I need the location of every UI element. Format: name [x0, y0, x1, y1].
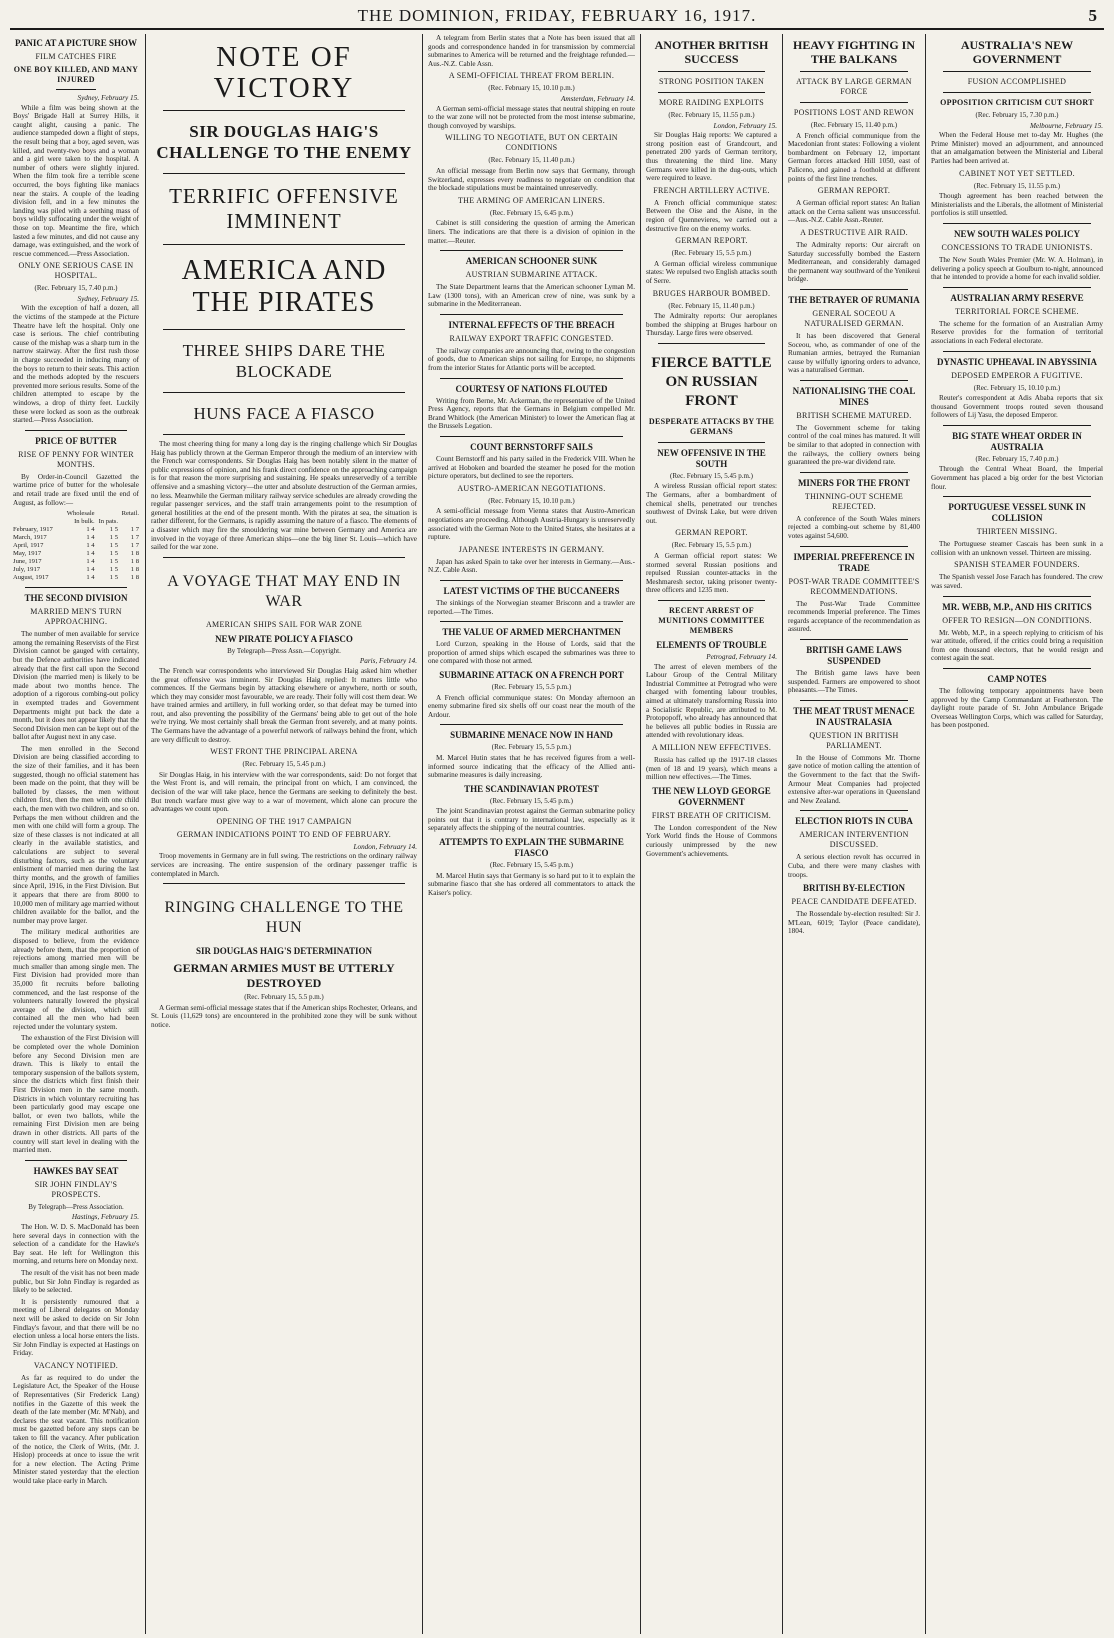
divider: [163, 173, 405, 174]
article-body: A telegram from Berlin states that a Note has been issued that all goods and correspondence handed in for transmission by commercial submarines to America will be returned and the freightage refunded.—Aus.-N.Z. Cable Assn.: [428, 34, 635, 68]
dateline: Hastings, February 15.: [71, 1213, 139, 1222]
divider: [943, 496, 1091, 497]
article-body: By Order-in-Council Gazetted the wartime price of butter for the wholesale and retail trade are fixed until the end of August, as follow:—: [13, 472, 139, 507]
divider: [440, 580, 623, 581]
article-body: The most cheering thing for many a long day is the ringing challenge which Sir Douglas Haig has publicly thrown at the German Emperor through the medium of an interview with the French war correspondents. Sir Douglas Haig has been notably silent in the matter of public expressions of opinion, and his frank direct confidence on the approaching campaign is for that reason the more surprising and sustaining. He speaks unreservedly of a terrible offensive and a smashing victory—the utter and absolute destruction of the German armies, no less. Meanwhile the German military railway service schedules are already crowding the regular passenger services, and the staff train arrangements point to the resumption of general hostilities at the end of the present month. With the pirates at sea, the situation is rather different, for the Germans, is rapidly assuming the nature of a fiasco. The elements of a disaster which may fire the smouldering war mine between Germany and America are involved in the voyage of three American ships—one the big liner St. Louis—which have sailed for the war zone.: [151, 440, 417, 552]
received-line: (Rec. February 15, 5.5 p.m.): [671, 249, 752, 258]
column-5: [783, 34, 925, 1634]
divider: [440, 724, 623, 725]
subhead: JAPANESE INTERESTS IN GERMANY.: [458, 544, 605, 554]
article-body: A semi-official message from Vienna states that Austro-American negotiations are proceeding. Although Austria-Hungary is unreservedly associated with the German Note to the United States, she hesitates at a rupture.: [428, 507, 635, 542]
subhead: AMERICAN INTERVENTION DISCUSSED.: [799, 830, 909, 850]
divider: [440, 250, 623, 251]
article-body: It has been discovered that General Soceou, who, as commander of one of the Rumanian armies, betrayed the Rumanian cause by wilfully ignoring orders to advance, was a naturalised German.: [788, 331, 920, 375]
headline-haig-challenge: SIR DOUGLAS HAIG'S CHALLENGE TO THE ENEMY: [156, 122, 412, 162]
subhead: WILLING TO NEGOTIATE, BUT ON CERTAIN CONDITIONS: [445, 133, 618, 153]
subhead: ONLY ONE SERIOUS CASE IN HOSPITAL.: [18, 261, 134, 281]
received-line: (Rec. February 15, 10.10 p.m.): [488, 496, 575, 505]
column-1: [8, 34, 144, 1634]
table-cell: 1 5: [109, 566, 118, 574]
table-cell: 1 4: [86, 550, 95, 558]
article-body: Mr. Webb, M.P., in a speech replying to criticism of his war attitude, offered, if the critics could bring a requisition from one thousand electors, that he would resign and contest again the seat.: [931, 628, 1103, 663]
headline-menace: SUBMARINE MENACE NOW IN HAND: [450, 730, 613, 741]
received-line: (Rec. February 15, 11.55 p.m.): [668, 111, 755, 119]
subhead: SIR DOUGLAS HAIG'S DETERMINATION: [195, 946, 373, 957]
divider: [800, 380, 908, 381]
received-line: (Rec. February 15, 5.45 p.m.): [669, 471, 753, 480]
subhead: ELEMENTS OF TROUBLE: [656, 640, 767, 650]
divider: [658, 600, 765, 601]
headline-meat-trust: THE MEAT TRUST MENACE IN AUSTRALASIA: [793, 705, 915, 727]
headline-wheat: BIG STATE WHEAT ORDER IN AUSTRALIA: [952, 430, 1082, 452]
headline-internal: INTERNAL EFFECTS OF THE BREACH: [448, 319, 615, 330]
table-cell: 1 5: [109, 542, 118, 550]
article-body: Writing from Berne, Mr. Ackerman, the representative of the United Press Agency, reports that the Germans in Belgium compelled Mr. Brand Whitlock (the American Minister) to lower the American flag at the Brussels Legation.: [428, 396, 635, 431]
received-line: (Rec. February 15, 5.5 p.m.): [244, 993, 324, 1002]
subhead: RAILWAY EXPORT TRAFFIC CONGESTED.: [449, 333, 614, 343]
divider: [56, 89, 96, 90]
table-row: [13, 526, 139, 534]
divider: [943, 351, 1091, 352]
subhead: GERMAN REPORT.: [817, 186, 891, 196]
article-body: The Admiralty reports: Our aeroplanes bombed the shipping at Bruges harbour on Thursday. Large fires were observed.: [646, 312, 777, 338]
subhead: ONE BOY KILLED, AND MANY INJURED: [13, 65, 139, 84]
divider: [943, 92, 1091, 93]
divider: [440, 621, 623, 622]
table-cell: 1 4: [86, 566, 95, 574]
subhead: GERMAN REPORT.: [675, 528, 748, 538]
article-body: The exhaustion of the First Division will be completed over the whole Dominion before any Second Division men are drawn. This is likely to entail the temporary suspension of the ballots system, since the districts which first finish their First Division men in the same month. Districts in which voluntary recruiting has been particularly good may escape one ballot, or even two ballots, while the remaining First Division men are being drawn in other districts. All parts of the country will start level in dealing with the married men.: [13, 1034, 139, 1155]
subhead: POST-WAR TRADE COMMITTEE'S RECOMMENDATIONS.: [788, 576, 920, 596]
received-line: (Rec. February 15, 7.40 p.m.): [34, 284, 118, 293]
subhead: FRENCH ARTILLERY ACTIVE.: [653, 185, 770, 195]
received-line: (Rec. February 15, 5.45 p.m.): [489, 861, 573, 870]
headline-scand: THE SCANDINAVIAN PROTEST: [464, 783, 599, 794]
article-body: A French official communique states: On Monday afternoon an enemy submarine fired six shells off our coast near the mouth of the Ardour.: [428, 693, 635, 719]
article-body: The result of the visit has not been made public, but Sir John Findlay is regarded as likely to be selected.: [13, 1268, 139, 1295]
subhead: VACANCY NOTIFIED.: [33, 1360, 119, 1370]
divider: [163, 329, 405, 330]
subhead: DEPOSED EMPEROR A FUGITIVE.: [951, 370, 1083, 380]
subhead: BRITISH SCHEME MATURED.: [796, 410, 912, 420]
subhead: MARRIED MEN'S TURN APPROACHING.: [30, 607, 122, 627]
table-header: Retail.: [121, 510, 139, 518]
article-body: The British game laws have been suspended. Farmers are empowered to shoot pheasants.—The Times.: [788, 669, 920, 695]
byline: By Telegraph—Press Assn.—Copyright.: [227, 646, 341, 655]
subhead: GERMAN ARMIES MUST BE UTTERLY DESTROYED: [173, 961, 395, 991]
article-body: The Admiralty reports: Our aircraft on Saturday successfully bombed the Eastern Mediterranean, and considerably damaged the permanent way southward of the Yenikeui bridge.: [788, 240, 920, 284]
headline-attempts: ATTEMPTS TO EXPLAIN THE SUBMARINE FIASCO: [439, 837, 624, 859]
article-body: The railway companies are announcing that, owing to the congestion of goods, due to American ships not sailing for Europe, no shipments from the interior States for Atlantic ports will be accepted.: [428, 346, 635, 373]
subhead: MORE RAIDING EXPLOITS: [659, 98, 764, 107]
headline-america-pirates: AMERICA AND THE PIRATES: [181, 255, 387, 318]
table-row: [13, 550, 139, 558]
divider: [800, 639, 908, 640]
dateline: Amsterdam, February 14.: [561, 94, 635, 103]
headline-portuguese: PORTUGUESE VESSEL SUNK IN COLLISION: [948, 502, 1086, 524]
headline-betrayer: THE BETRAYER OF RUMANIA: [788, 294, 920, 305]
divider: [943, 668, 1091, 669]
table-header: In pats.: [98, 518, 118, 526]
masthead: [10, 6, 1104, 30]
table-header: [13, 510, 61, 518]
headline-armed: THE VALUE OF ARMED MERCHANTMEN: [442, 627, 621, 638]
article-body: The Rossendale by-election resulted: Sir J. M'Lean, 6019; Taylor (Peace candidate), 1804.: [788, 910, 920, 936]
subhead: OPPOSITION CRITICISM CUT SHORT: [940, 98, 1094, 107]
subhead: A SEMI-OFFICIAL THREAT FROM BERLIN.: [448, 71, 615, 81]
article-body: The Post-War Trade Committee recommends Imperial preference. The Times regards acceptance of the recommendation as assured.: [788, 599, 920, 634]
subhead: OFFER TO RESIGN—ON CONDITIONS.: [942, 615, 1092, 625]
table-cell: February, 1917: [13, 526, 53, 534]
divider: [800, 289, 908, 290]
divider: [658, 71, 765, 72]
article-body: M. Marcel Hutin states that he has received figures from a well-informed source indicating that the efficacy of the Allied anti-submarine measures is daily increasing.: [428, 753, 635, 780]
received-line: (Rec. February 15, 10.10 p.m.): [488, 84, 575, 93]
subhead: AMERICAN SHIPS SAIL FOR WAR ZONE: [205, 619, 363, 629]
table-cell: 1 4: [86, 558, 95, 566]
subhead: POSITIONS LOST AND REWON: [793, 108, 915, 117]
masthead-title: THE DOMINION, FRIDAY, FEBRUARY 16, 1917.: [357, 6, 757, 25]
article-body: M. Marcel Hutin says that Germany is so hard put to it to explain the submarine fiasco that she has ordered all commentators to attack the Kaiser's policy.: [428, 871, 635, 897]
table-row: [13, 558, 139, 566]
article-body: The Portuguese steamer Cascais has been sunk in a collision with an unknown vessel. Thirteen are missing.: [931, 540, 1103, 557]
subhead: THE NEW LLOYD GEORGE GOVERNMENT: [652, 785, 771, 807]
divider: [800, 71, 908, 72]
article-body: The Hon. W. D. S. MacDonald has been here several days in connection with the selection of a candidate for the Hawke's Bay seat. He left for Wellington this morning, and returns here on Monday next.: [13, 1222, 139, 1266]
divider: [800, 102, 908, 103]
divider: [440, 378, 623, 379]
received-line: (Rec. February 15, 5.5 p.m.): [671, 541, 752, 550]
headline-latest: LATEST VICTIMS OF THE BUCCANEERS: [443, 585, 620, 596]
table-header: [118, 518, 139, 526]
subhead: PEACE CANDIDATE DEFEATED.: [791, 897, 917, 907]
subhead: FUSION ACCOMPLISHED: [967, 77, 1067, 86]
subhead: THE ARMING OF AMERICAN LINERS.: [457, 195, 605, 205]
dateline: Paris, February 14.: [359, 657, 417, 666]
article-body: The joint Scandinavian protest against the German submarine policy points out that it is contrary to international law, especially as it separately affects the shipping of the neutral countries.: [428, 807, 635, 833]
article-body: Reuter's correspondent at Adis Ababa reports that six thousand Government troops routed seven thousand followers of Lij Yasu, the deposed Emperor.: [931, 394, 1103, 420]
subhead: A MILLION NEW EFFECTIVES.: [651, 742, 772, 752]
headline-game-laws: BRITISH GAME LAWS SUSPENDED: [806, 645, 902, 666]
column-2: [146, 34, 422, 1634]
received-line: (Rec. February 15, 11.40 p.m.): [810, 121, 898, 129]
table-cell: 1 4: [86, 542, 95, 550]
received-line: (Rec. February 15, 11.40 p.m.): [488, 156, 575, 165]
table-cell: August, 1917: [13, 574, 49, 582]
article-body: With the exception of half a dozen, all the victims of the stampede at the Picture Theatre have left the hospital. Only one case is serious. The chief contributing cause of the mishap was a sharp turn in the narrow stairway. After the first rush those in charge succeeded in inducing many of the boys to return to their seats. This action and the methods adopted by the rescuers prevented more serious results. Some of the children attempted to escape by the windows, a drop of thirty feet. Luckily these were locked as soon as the outbreak started.—Press Association.: [13, 304, 139, 425]
article-body: Sir Douglas Haig, in his interview with the war correspondents, said: Do not forget that the West Front is, and will remain, the principal front on which, I am convinced, the decision of the war will take place, hence the Germans are seeking to definitely the best. But trench warfare must give way to a war of movement, which alone can procure the advantages we count upon.: [151, 770, 417, 814]
table-cell: May, 1917: [13, 550, 42, 558]
dateline: Melbourne, February 15.: [1029, 121, 1103, 130]
table-cell: 1 5: [109, 526, 118, 534]
article-body: Though agreement has been reached between the Ministerialists and the Liberals, the allotment of Ministerial portfolios is still unsettled.: [931, 192, 1103, 218]
column-4: [641, 34, 782, 1634]
headline-miners: MINERS FOR THE FRONT: [797, 477, 911, 488]
headline-heavy-fighting: HEAVY FIGHTING IN THE BALKANS: [792, 38, 916, 66]
divider: [163, 392, 405, 393]
byline: By Telegraph—Press Association.: [28, 1202, 124, 1211]
received-line: (Rec. February 15, 6.45 p.m.): [489, 208, 573, 217]
subhead: GERMAN INDICATIONS POINT TO END OF FEBRUARY.: [176, 829, 392, 839]
article-body: The men enrolled in the Second Division are being classified according to the size of their families, and it has been suggested, though no official statement has been made on the point, that they will be balloted by classes, the men without children first, then the men with one child each, the men with two children, and so on. Perhaps the men without children and the men with one child will form a group. The size of these classes is not indicated at all clearly in the available statistics, and calculations are subject to several disturbing factors, such as the voluntary enlistment of married men during the last thirty months, and the growth of families since April, 1916, in the First Division. But it appears that there are from 8000 to 10,000 men of military age married without children available for the ballot, and the number may prove larger.: [13, 744, 139, 925]
headline-dynastic: DYNASTIC UPHEAVAL IN ABYSSINIA: [937, 356, 1097, 367]
article-body: The Government scheme for taking control of the coal mines has matured. It will be similar to that adopted in connection with the railways, the colliery owners being guaranteed the pre-war dividend rate.: [788, 423, 920, 467]
subhead: ATTACK BY LARGE GERMAN FORCE: [796, 77, 912, 96]
article-body: A French official communique from the Macedonian front states: Following a violent bombardment on February 12, important German forces attacked Hill 1050, east of Paliceno, and gained a foothold at different points of the first line trenches.: [788, 131, 920, 183]
received-line: (Rec. February 15, 10.10 p.m.): [973, 383, 1061, 392]
article-body: Lord Curzon, speaking in the House of Lords, said that the proportion of armed ships which escaped the submarines was three to one compared with those not armed.: [428, 640, 635, 666]
headline-byelection: BRITISH BY-ELECTION: [803, 883, 905, 894]
dateline: London, February 15.: [713, 121, 777, 130]
headline-subattack: SUBMARINE ATTACK ON A FRENCH PORT: [439, 669, 624, 680]
table-cell: 1 8: [130, 550, 139, 558]
subhead: NEW PIRATE POLICY A FIASCO: [215, 633, 353, 644]
article-body: An official message from Berlin now says that Germany, through Switzerland, expresses every readiness to negotiate on condition that the blockade stipulations must be maintained unreservedly.: [428, 166, 635, 193]
divider: [800, 546, 908, 547]
article-body: When the Federal House met to-day Mr. Hughes (the Prime Minister) moved an adjournment, and announced that an amalgamation between the Ministerial and Liberal Parties had been arrived at.: [931, 131, 1103, 165]
divider: [800, 472, 908, 473]
article-body: As far as required to do under the Legislature Act, the Speaker of the House of Representatives (Sir Frederick Lang) notifies in the Gazette of this week the death of the late member (Mr. M'Nab), and declares the seat vacant. This notification must be gazetted before any steps can be taken to fill the vacancy. After publication of the notice, the Clerk of Writs, (Mr. J. Hislop) proceeds at once to issue the writ for a new election. The Acting Prime Minister stated yesterday that the election would take place early in March.: [13, 1373, 139, 1485]
column-3: [423, 34, 640, 1634]
received-line: (Rec. February 15, 5.45 p.m.): [489, 796, 573, 805]
table-cell: 1 5: [109, 558, 118, 566]
headline-ringing: RINGING CHALLENGE TO THE HUN: [164, 899, 404, 937]
received-line: (Rec. February 15, 5.45 p.m.): [242, 760, 326, 769]
table-cell: 1 7: [130, 542, 139, 550]
table-cell: 1 7: [130, 526, 139, 534]
headline-fierce-battle: FIERCE BATTLE ON RUSSIAN FRONT: [651, 354, 772, 409]
article-body: It is persistently rumoured that a meeting of Liberal delegates on Monday next will be asked to decide on Sir John Findlay's favour, and that there will be no election unless a local horse enters the lists. Sir John Findlay is expected at Hastings on Friday.: [13, 1297, 139, 1358]
table-cell: 1 5: [109, 550, 118, 558]
subhead: SIR JOHN FINDLAY'S PROSPECTS.: [34, 1179, 118, 1199]
divider: [800, 810, 908, 811]
table-row: [13, 534, 139, 542]
article-body: Cabinet is still considering the question of arming the American liners. The indications are that there is a division of opinion in the matter.—Reuter.: [428, 219, 635, 245]
article-body: Japan has asked Spain to take over her interests in Germany.—Aus.-N.Z. Cable Assn.: [428, 557, 635, 575]
headline-three-ships: THREE SHIPS DARE THE BLOCKADE: [182, 341, 386, 381]
received-line: (Rec. February 15, 11.40 p.m.): [668, 301, 755, 310]
subhead: SPANISH STEAMER FOUNDERS.: [954, 560, 1080, 570]
headline-imperial: IMPERIAL PREFERENCE IN TRADE: [793, 551, 915, 573]
table-cell: 1 5: [109, 534, 118, 542]
headline-army-reserve: AUSTRALIAN ARMY RESERVE: [950, 292, 1084, 303]
headline-nationalising: NATIONALISING THE COAL MINES: [792, 385, 916, 407]
received-line: (Rec. February 15, 11.55 p.m.): [973, 181, 1061, 190]
article-body: Troop movements in Germany are in full swing. The restrictions on the ordinary railway services are increasing. The entire suspension of the ordinary passenger traffic is contemplated in March.: [151, 852, 417, 878]
table-cell: 1 4: [86, 526, 95, 534]
table-cell: 1 8: [130, 558, 139, 566]
butter-price-table: [13, 510, 139, 582]
table-header: [95, 510, 118, 518]
headline-webb: MR. WEBB, M.P., AND HIS CRITICS: [942, 601, 1092, 612]
divider: [163, 110, 405, 111]
table-cell: 1 7: [130, 534, 139, 542]
divider: [163, 434, 405, 435]
table-cell: March, 1917: [13, 534, 47, 542]
divider: [943, 287, 1091, 288]
subhead: BRUGES HARBOUR BOMBED.: [652, 288, 771, 298]
table-cell: June, 1917: [13, 558, 42, 566]
headline-hawkes: HAWKES BAY SEAT: [33, 1165, 119, 1176]
article-body: The Spanish vessel Jose Farach has foundered. The crew was saved.: [931, 573, 1103, 591]
headline-another-success: ANOTHER BRITISH SUCCESS: [654, 38, 769, 66]
subhead: NEW OFFENSIVE IN THE SOUTH: [657, 447, 766, 469]
table-cell: 1 8: [130, 574, 139, 582]
headline-note-of-victory: NOTE OF VICTORY: [213, 41, 355, 104]
article-body: The following temporary appointments have been approved by the Camp Commandant at Featherston. The daylight route parade of St. John Ambulance Brigade Overseas Wellington Corps, which was called for Saturday, has been postponed.: [931, 687, 1103, 730]
subhead: AUSTRIAN SUBMARINE ATTACK.: [465, 270, 598, 280]
article-body: While a film was being shown at the Boys' Brigade Hall at Surrey Hills, it caught alight, causing a panic. The audience stampeded down a flight of steps, the result being that a boy, aged seven, was killed, and twenty-two boys and a woman and a girl were taken to the hospital. A number of others were slightly injured. When the film took fire a terrible scene occurred, the boys fighting like maniacs near the stairs. A couple of the leading division fell, and in a few minutes the landing was piled with a seething mass of boys wildly suffocating under the weight of those on top. Meantime the fire, which lasted a few minutes, and did not cause any damage, was extinguished, and the work of rescue commenced.—Press Association.: [13, 103, 139, 258]
article-body: A German official wireless communique states: We repulsed two English attacks south of Serre.: [646, 259, 777, 285]
divider: [440, 314, 623, 315]
headline-australia-government: AUSTRALIA'S NEW GOVERNMENT: [960, 38, 1074, 66]
received-line: (Rec. February 15, 7.30 p.m.): [975, 111, 1059, 119]
divider: [25, 1160, 127, 1161]
table-header: [13, 518, 61, 526]
dateline: Sydney, February 15.: [77, 294, 139, 303]
article-body: The arrest of eleven members of the Labour Group of the Central Military Industrial Committee at Petrograd who were charged with fomenting labour troubles, aimed at ultimately transforming Russia into a Socialistic Republic, are attributed to M. Protopopoff, who already has announced that he believes all public bodies in Russia are attended with revolutionary ideas.: [646, 662, 777, 740]
subhead: A DESTRUCTIVE AIR RAID.: [800, 227, 908, 237]
table-cell: April, 1917: [13, 542, 44, 550]
table-row: [13, 542, 139, 550]
article-body: A conference of the South Wales miners rejected a combing-out scheme by 81,400 votes against 54,600.: [788, 514, 920, 541]
article-body: The scheme for the formation of an Australian Army Reserve provides for the formation of territorial associations in each Federal electorate.: [931, 319, 1103, 345]
article-body: A French official communique states: Between the Oise and the Aisne, in the region of Quennevieres, we carried out a destructive fire on the enemy works.: [646, 198, 777, 233]
divider: [25, 587, 127, 588]
subhead: QUESTION IN BRITISH PARLIAMENT.: [809, 730, 899, 750]
headline-panic: PANIC AT A PICTURE SHOW: [14, 38, 138, 48]
divider: [800, 700, 908, 701]
divider: [943, 71, 1091, 72]
divider: [658, 442, 765, 443]
table-cell: 1 5: [109, 574, 118, 582]
divider: [440, 436, 623, 437]
headline-camp-notes: CAMP NOTES: [987, 674, 1047, 684]
table-cell: 1 4: [86, 574, 95, 582]
table-cell: 1 8: [130, 566, 139, 574]
divider: [943, 425, 1091, 426]
subhead: GERMAN REPORT.: [675, 236, 748, 246]
headline-huns-fiasco: HUNS FACE A FIASCO: [193, 404, 375, 423]
table-cell: 1 4: [86, 534, 95, 542]
article-body: Sir Douglas Haig reports: We captured a strong position east of Grandcourt, and penetrated 200 yards of German territory, thus threatening the third line. Many Germans were killed in the dug-outs, which were required to leave.: [646, 131, 777, 183]
subhead: AUSTRO-AMERICAN NEGOTIATIONS.: [457, 483, 606, 493]
received-line: (Rec. February 15, 5.5 p.m.): [491, 682, 572, 691]
subhead: FILM CATCHES FIRE: [35, 52, 117, 61]
subhead: DESPERATE ATTACKS BY THE GERMANS: [648, 416, 775, 436]
article-body: A wireless Russian official report states: The Germans, after a bombardment of chemical shells, penetrated our trenches southwest of Dvinsk Lake, but were driven out.: [646, 482, 777, 525]
received-line: (Rec. February 15, 7.40 p.m.): [975, 454, 1059, 463]
article-body: A serious election revolt has occurred in Cuba, and there were many clashes with troops.: [788, 853, 920, 879]
divider: [163, 244, 405, 245]
received-line: (Rec. February 15, 5.5 p.m.): [491, 743, 572, 752]
dateline: Sydney, February 15.: [77, 94, 139, 102]
table-row: [13, 566, 139, 574]
divider: [658, 343, 765, 344]
headline-butter: PRICE OF BUTTER: [35, 435, 117, 446]
divider: [25, 430, 127, 431]
page-number: 5: [1088, 6, 1098, 25]
column-6: [926, 34, 1108, 1634]
article-body: In the House of Commons Mr. Thorne gave notice of motion calling the attention of the Government to the fact that the Swift-Armour Meat Companies had projected extensive after-war operations in Queensland and New Zealand.: [788, 753, 920, 805]
headline-cuba: ELECTION RIOTS IN CUBA: [795, 816, 913, 827]
article-body: The sinkings of the Norwegian steamer Brisconn and a trawler are reported.—The Times.: [428, 598, 635, 616]
divider: [163, 883, 405, 884]
headline-terrific: TERRIFIC OFFENSIVE IMMINENT: [169, 184, 399, 233]
article-body: The military medical authorities are disposed to believe, from the evidence already before them, that the proportion of rejections among married men will be much smaller than among single men. The First Division had provided more than 35,000 fit recruits before balloting commenced, and the last response of the volunteers naturally lowered the physical average of the division, which still contained all the men who had been rejected under the voluntary system.: [13, 928, 139, 1031]
subhead: THIRTEEN MISSING.: [976, 527, 1058, 537]
article-body: Russia has called up the 1917-18 classes (men of 18 and 19 years), which means a million new effectives.—The Times.: [646, 755, 777, 782]
article-body: Through the Central Wheat Board, the Imperial Government has placed a big order for the best Victorian flour.: [931, 465, 1103, 491]
table-header: Wholesale: [66, 510, 95, 518]
headline-schooner: AMERICAN SCHOONER SUNK: [465, 256, 598, 267]
subhead: WEST FRONT THE PRINCIPAL ARENA: [210, 747, 358, 757]
divider: [943, 596, 1091, 597]
article-body: The New South Wales Premier (Mr. W. A. Holman), in delivering a policy speech at Goulburn to-night, announced that he intended to provide a home for each invalid soldier.: [931, 255, 1103, 282]
subhead: THINNING-OUT SCHEME REJECTED.: [804, 491, 904, 511]
divider: [943, 223, 1091, 224]
article-body: The French war correspondents who interviewed Sir Douglas Haig asked him whether the great offensive was imminent. Sir Douglas Haig replied: It matters little who commences. If the Germans begin by attacking elsewhere or anywhere, north or south, which they may consider most favourable, we are ready. Their folly will cost them dear. We have trained armies and artillery, in full working order, so that defeat may be turned into rout, and also preventing the possibility of the Germans' being able to get out of the hole we're trying. We most certainly shall break the German front severely, and at many points. The Germans have the advantage of a powerful network of railways behind the front, which are very difficult to destroy.: [151, 666, 417, 744]
article-body: Count Bernstorff and his party sailed in the Frederick VIII. When he arrived at Hoboken and boarded the steamer he posed for the motion picture operators, but declined to see the reporters.: [428, 455, 635, 481]
table-header-row: [13, 518, 139, 526]
divider: [658, 92, 765, 93]
headline-nsw: NEW SOUTH WALES POLICY: [954, 228, 1080, 239]
subhead: RECENT ARREST OF MUNITIONS COMMITTEE MEMBERS: [658, 606, 765, 635]
headline-bernstorff: COUNT BERNSTORFF SAILS: [470, 442, 593, 453]
subhead: TERRITORIAL FORCE SCHEME.: [955, 306, 1079, 316]
article-body: A German semi-official message states that neutral shipping en route to the war zone will not be protected from the most intense submarine, though convoyed by warships.: [428, 104, 635, 130]
subhead: CONCESSIONS TO TRADE UNIONISTS.: [941, 242, 1093, 252]
article-body: A German semi-official message states that if the American ships Rochester, Orleans, and St. Louis (11,629 tons) are encountered in the prohibited zone they will be sunk without notice.: [151, 1003, 417, 1029]
table-cell: July, 1917: [13, 566, 41, 574]
headline-voyage: A VOYAGE THAT MAY END IN WAR: [167, 572, 401, 610]
subhead: RISE OF PENNY FOR WINTER MONTHS.: [18, 449, 134, 469]
article-body: The number of men available for service among the remaining Reservists of the First Division cannot be gauged with certainty, but the Defence authorities have indicated already that the first call upon the Second Division (the married men) is likely to be made about two months hence. The adoption of a rigorous combing-out policy in exempted trades and Government Departments might put back the date a month, but it does not appear likely that the Second Division men can be kept out of the ballot after August next in any case.: [13, 630, 139, 742]
divider: [163, 557, 405, 558]
headline-division: THE SECOND DIVISION: [24, 593, 128, 604]
subhead: FIRST BREATH OF CRITICISM.: [651, 810, 772, 820]
table-header: In bulk.: [74, 518, 95, 526]
article-body: The State Department learns that the American schooner Lyman M. Law (1300 tons), with an American crew of nine, was sunk by a submarine in the Mediterranean.: [428, 283, 635, 309]
subhead: OPENING OF THE 1917 CAMPAIGN: [216, 816, 352, 826]
headline-courtesy: COURTESY OF NATIONS FLOUTED: [455, 383, 608, 394]
article-body: The London correspondent of the New York World finds the House of Commons curiously unimpressed by the new Government's achievements.: [646, 823, 777, 858]
subhead: STRONG POSITION TAKEN: [658, 77, 765, 86]
dateline: London, February 14.: [353, 842, 417, 851]
subhead: GENERAL SOCEOU A NATURALISED GERMAN.: [804, 308, 904, 328]
article-body: A German official report states: An Italian attack on the Cerna salient was unsuccessful.—Aus.-N.Z. Cable Assn.-Reuter.: [788, 199, 920, 225]
table-row: [13, 574, 139, 582]
article-body: A German official report states: We stormed several Russian positions and repulsed Russian counter-attacks in the Meshmaresh sector, taking prisoner twenty-three officers and 1235 men.: [646, 552, 777, 595]
subhead: CABINET NOT YET SETTLED.: [959, 168, 1075, 178]
dateline: Petrograd, February 14.: [706, 653, 777, 661]
table-header-row: [13, 510, 139, 518]
